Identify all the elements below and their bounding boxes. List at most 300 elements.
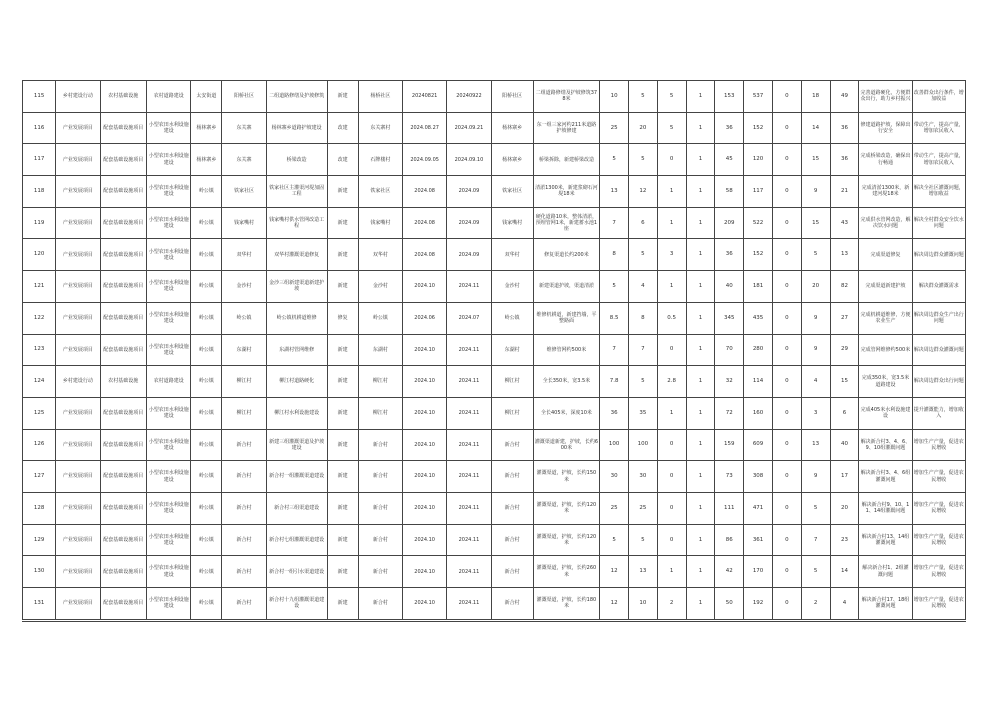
table-cell: 181 (744, 271, 773, 303)
table-row (23, 207, 966, 239)
table-cell: 0 (772, 112, 801, 144)
table-cell: 118 (23, 176, 56, 208)
table-cell: 117 (23, 144, 56, 176)
table-cell: 2024.06 (402, 302, 446, 334)
table-cell: 0 (772, 176, 801, 208)
table-cell: 岭公镇 (191, 429, 222, 461)
table-cell: 新建 (327, 556, 358, 588)
table-cell: 2 (801, 588, 830, 620)
table-cell: 柳江村 (358, 366, 402, 398)
table-cell: 0 (657, 144, 686, 176)
table-cell: 解决周边群众灌溉问题 (912, 334, 965, 366)
table-cell: 130 (23, 556, 56, 588)
table-cell: 280 (744, 334, 773, 366)
table-cell: 配套基础设施项目 (100, 492, 147, 524)
table-cell: 解决群众灌溉需求 (912, 271, 965, 303)
table-cell: 配套基础设施项目 (100, 112, 147, 144)
table-cell: 小型农田水利设施建设 (147, 461, 191, 493)
table-cell: 5 (628, 239, 657, 271)
table-cell: 解决全村群众安全饮水问题 (912, 207, 965, 239)
table-cell: 产业发展项目 (56, 302, 100, 334)
table-cell: 铁家社区 (491, 176, 533, 208)
table-cell: 7 (801, 524, 830, 556)
table-cell: 金沙村 (491, 271, 533, 303)
table-cell: 5 (628, 366, 657, 398)
table-cell: 45 (715, 144, 744, 176)
table-cell: 1 (657, 556, 686, 588)
table-cell: 杨林寨乡 (191, 144, 222, 176)
table-cell: 2024.09 (447, 176, 491, 208)
table-cell: 提升灌溉能力，增加收入 (912, 397, 965, 429)
table-cell: 36 (830, 144, 859, 176)
table-cell: 新合村三组渠道建设 (266, 492, 327, 524)
table-cell: 2024.08 (402, 239, 446, 271)
table-cell: 1 (657, 397, 686, 429)
table-cell: 新合村 (358, 588, 402, 620)
table-row (23, 334, 966, 366)
table-cell: 双华村灌溉渠道修复 (266, 239, 327, 271)
table-cell: 新合村 (491, 492, 533, 524)
table-cell: 岭公镇 (191, 271, 222, 303)
table-cell: 49 (830, 81, 859, 113)
table-cell: 小型农田水利设施建设 (147, 397, 191, 429)
table-cell: 127 (23, 461, 56, 493)
table-cell: 修复 (327, 302, 358, 334)
table-cell: 完成清淤1300米，新建河堤18米 (859, 176, 912, 208)
table-cell: 产业发展项目 (56, 271, 100, 303)
table-cell: 小型农田水利设施建设 (147, 556, 191, 588)
table-cell: 27 (830, 302, 859, 334)
table-cell: 东湖村 (222, 334, 266, 366)
table-cell: 361 (744, 524, 773, 556)
table-cell: 小型农田水利设施建设 (147, 334, 191, 366)
table-cell: 129 (23, 524, 56, 556)
table-cell: 乡村建设行动 (56, 366, 100, 398)
table-cell: 5 (801, 239, 830, 271)
table-cell: 123 (23, 334, 56, 366)
table-cell: 灌溉渠道，护坡，长约150米 (533, 461, 599, 493)
table-cell: 5 (628, 144, 657, 176)
table-cell: 柳江村道路硬化 (266, 366, 327, 398)
table-cell: 0 (657, 334, 686, 366)
table-cell: 增加生产产量，促进农民增收 (912, 461, 965, 493)
table-cell: 522 (744, 207, 773, 239)
table-cell: 8 (600, 239, 629, 271)
table-cell: 小型农田水利设施建设 (147, 429, 191, 461)
table-cell: 0 (772, 524, 801, 556)
project-table (22, 80, 966, 620)
table-cell: 122 (23, 302, 56, 334)
table-cell: 2024.10 (402, 334, 446, 366)
table-cell: 产业发展项目 (56, 397, 100, 429)
table-cell: 配套基础设施项目 (100, 429, 147, 461)
table-cell: 配套基础设施项目 (100, 176, 147, 208)
table-cell: 产业发展项目 (56, 524, 100, 556)
table-cell: 2024.09 (447, 207, 491, 239)
table-cell: 完成405米水利设施建设 (859, 397, 912, 429)
table-cell: 7 (628, 334, 657, 366)
table-cell: 钱家嘴村 (222, 207, 266, 239)
table-cell: 二组道路修缮及护坡修筑378米 (533, 81, 599, 113)
table-cell: 5 (628, 524, 657, 556)
table-cell: 153 (715, 81, 744, 113)
table-cell: 192 (744, 588, 773, 620)
table-cell: 增加生产产量，促进农民增收 (912, 429, 965, 461)
table-cell: 新合村 (358, 556, 402, 588)
table-cell: 小型农田水利设施建设 (147, 207, 191, 239)
table-cell: 14 (801, 112, 830, 144)
table-cell: 9 (801, 176, 830, 208)
table-cell: 32 (715, 366, 744, 398)
table-cell: 铁家社区 (358, 176, 402, 208)
table-cell: 岭公镇 (358, 302, 402, 334)
table-cell: 1 (686, 207, 715, 239)
table-cell: 17 (830, 461, 859, 493)
table-cell: 2024.08.27 (402, 112, 446, 144)
table-cell: 产业发展项目 (56, 112, 100, 144)
table-cell: 40 (715, 271, 744, 303)
table-cell: 12 (600, 588, 629, 620)
table-cell: 改建 (327, 112, 358, 144)
table-cell: 阳桥社区 (222, 81, 266, 113)
table-cell: 9 (801, 461, 830, 493)
table-cell: 70 (715, 334, 744, 366)
table-cell: 岭公镇 (191, 239, 222, 271)
table-cell: 435 (744, 302, 773, 334)
table-cell: 配套基础设施项目 (100, 461, 147, 493)
table-cell: 5 (801, 492, 830, 524)
table-cell: 修复渠道长约200米 (533, 239, 599, 271)
table-cell: 配套基础设施项目 (100, 207, 147, 239)
table-cell: 5 (600, 271, 629, 303)
table-cell: 160 (744, 397, 773, 429)
table-cell: 钱家嘴村供水管网改造工程 (266, 207, 327, 239)
table-cell: 金沙村 (222, 271, 266, 303)
table-cell: 0 (772, 588, 801, 620)
table-cell: 152 (744, 239, 773, 271)
table-cell: 2024.09.10 (447, 144, 491, 176)
table-row (23, 588, 966, 620)
table-cell: 解决新合村1、2组灌溉问题 (859, 556, 912, 588)
table-cell: 2024.09.05 (402, 144, 446, 176)
table-cell: 新建 (327, 492, 358, 524)
table-cell: 0 (772, 397, 801, 429)
table-cell: 5 (628, 81, 657, 113)
table-cell: 29 (830, 334, 859, 366)
table-cell: 86 (715, 524, 744, 556)
table-cell: 1 (657, 207, 686, 239)
table-cell: 12 (600, 556, 629, 588)
table-cell: 增加生产产量，促进农民增收 (912, 492, 965, 524)
table-cell: 30 (600, 461, 629, 493)
table-cell: 121 (23, 271, 56, 303)
table-cell: 20240922 (447, 81, 491, 113)
table-cell: 杨林寨乡 (191, 112, 222, 144)
table-cell: 新合村 (358, 429, 402, 461)
table-cell: 7 (600, 334, 629, 366)
table-cell: 2024.07 (447, 302, 491, 334)
table-cell: 新合村 (222, 429, 266, 461)
table-cell: 72 (715, 397, 744, 429)
table-cell: 维修机耕道，新建挡墙，平整路面 (533, 302, 599, 334)
table-cell: 岭公镇 (191, 397, 222, 429)
table-cell: 清淤1300米，新建浆砌石河堤18米 (533, 176, 599, 208)
table-cell: 杨林寨乡 (491, 144, 533, 176)
table-cell: 159 (715, 429, 744, 461)
table-cell: 43 (830, 207, 859, 239)
table-cell: 5 (600, 144, 629, 176)
table-cell: 双华村 (491, 239, 533, 271)
table-cell: 209 (715, 207, 744, 239)
table-cell: 增加生产产量，促进农民增收 (912, 588, 965, 620)
table-cell: 2024.11 (447, 492, 491, 524)
table-cell: 产业发展项目 (56, 429, 100, 461)
table-cell: 东关寨 (222, 144, 266, 176)
table-cell: 10 (628, 588, 657, 620)
table-cell: 152 (744, 112, 773, 144)
table-cell: 小型农田水利设施建设 (147, 271, 191, 303)
table-cell: 产业发展项目 (56, 492, 100, 524)
table-cell: 配套基础设施项目 (100, 334, 147, 366)
table-cell: 0 (657, 492, 686, 524)
table-cell: 2024.10 (402, 271, 446, 303)
table-cell: 农村道路建设 (147, 366, 191, 398)
table-cell: 解决新合村13、14组灌溉问题 (859, 524, 912, 556)
table-cell: 解决周边群众出行问题 (912, 366, 965, 398)
table-cell: 新合村 (222, 588, 266, 620)
table-cell: 配套基础设施项目 (100, 524, 147, 556)
table-cell: 灌溉渠道，护坡，长约260米 (533, 556, 599, 588)
table-cell: 308 (744, 461, 773, 493)
table-cell: 20 (830, 492, 859, 524)
table-cell: 6 (830, 397, 859, 429)
table-row (23, 271, 966, 303)
table-cell: 新建 (327, 334, 358, 366)
table-row (23, 492, 966, 524)
table-cell: 13 (801, 429, 830, 461)
table-cell: 5 (657, 112, 686, 144)
table-cell: 3 (657, 239, 686, 271)
table-cell: 1 (686, 302, 715, 334)
table-cell: 0.5 (657, 302, 686, 334)
table-cell: 配套基础设施项目 (100, 588, 147, 620)
table-cell: 2024.10 (402, 429, 446, 461)
table-cell: 产业发展项目 (56, 176, 100, 208)
table-cell: 杨林寨乡 (491, 112, 533, 144)
table-cell: 杨桥社区 (358, 81, 402, 113)
table-cell: 2024.09 (447, 239, 491, 271)
table-cell: 产业发展项目 (56, 556, 100, 588)
table-cell: 小型农田水利设施建设 (147, 144, 191, 176)
table-row (23, 302, 966, 334)
table-cell: 新合村一组灌溉渠道建设 (266, 461, 327, 493)
table-cell: 1 (686, 144, 715, 176)
table-cell: 126 (23, 429, 56, 461)
table-cell: 15 (801, 207, 830, 239)
table-cell: 117 (744, 176, 773, 208)
table-cell: 新合村 (491, 524, 533, 556)
table-cell: 2024.11 (447, 524, 491, 556)
table-cell: 0 (772, 492, 801, 524)
table-cell: 解决全社区灌溉问题，增加收益 (912, 176, 965, 208)
table-cell: 增加生产产量，促进农民增收 (912, 556, 965, 588)
table-cell: 4 (830, 588, 859, 620)
table-row (23, 461, 966, 493)
table-cell: 新建 (327, 81, 358, 113)
table-cell: 4 (628, 271, 657, 303)
table-cell: 25 (600, 492, 629, 524)
table-cell: 二组道路修缮及护坡修筑 (266, 81, 327, 113)
table-cell: 新建 (327, 207, 358, 239)
table-cell: 完成渠道新建护坡 (859, 271, 912, 303)
table-cell: 5 (600, 524, 629, 556)
table-cell: 1 (686, 461, 715, 493)
table-row (23, 397, 966, 429)
table-cell: 完成机耕道维修，方便农业生产 (859, 302, 912, 334)
table-cell: 0 (772, 366, 801, 398)
table-cell: 灌溉渠道，护坡，长约120米 (533, 524, 599, 556)
table-cell: 岭公镇 (191, 302, 222, 334)
table-cell: 桥梁拆除，新建桥梁改造 (533, 144, 599, 176)
table-cell: 36 (715, 112, 744, 144)
table-cell: 新合村十九组灌溉渠道建设 (266, 588, 327, 620)
table-cell: 岭公镇 (191, 588, 222, 620)
table-cell: 配套基础设施项目 (100, 239, 147, 271)
table-cell: 钱家嘴村 (358, 207, 402, 239)
table-cell: 柳江村 (222, 397, 266, 429)
table-cell: 改建 (327, 144, 358, 176)
table-cell: 新合村 (358, 524, 402, 556)
table-cell: 双华村 (358, 239, 402, 271)
project-table-sheet (22, 80, 966, 620)
table-cell: 配套基础设施项目 (100, 302, 147, 334)
table-cell: 带动生产，提高产量，增加农民收入 (912, 112, 965, 144)
table-cell: 新合村 (358, 492, 402, 524)
table-cell: 100 (628, 429, 657, 461)
table-cell: 4 (801, 366, 830, 398)
table-cell: 产业发展项目 (56, 207, 100, 239)
table-cell: 岭公镇机耕道维修 (266, 302, 327, 334)
table-cell: 21 (830, 176, 859, 208)
table-cell: 1 (686, 397, 715, 429)
table-cell: 1 (686, 492, 715, 524)
table-cell: 硬化道路10米，整体清淤，预埋管网1米，新建蓄水池1座 (533, 207, 599, 239)
table-cell: 太安街道 (191, 81, 222, 113)
table-cell: 10 (600, 81, 629, 113)
page-rule (22, 621, 966, 622)
table-cell: 东湖村 (491, 334, 533, 366)
table-cell: 1 (686, 81, 715, 113)
table-cell: 小型农田水利设施建设 (147, 492, 191, 524)
table-cell: 灌溉渠道新建，护坡，长约600米 (533, 429, 599, 461)
table-cell: 111 (715, 492, 744, 524)
table-cell: 东湖村管网维修 (266, 334, 327, 366)
table-cell: 1 (686, 556, 715, 588)
table-cell: 新合村 (222, 492, 266, 524)
table-cell: 农村道路建设 (147, 81, 191, 113)
table-cell: 新建 (327, 397, 358, 429)
table-cell: 新合村 (491, 461, 533, 493)
table-cell: 120 (23, 239, 56, 271)
table-cell: 解决周边群众灌溉问题 (912, 239, 965, 271)
table-row (23, 239, 966, 271)
table-cell: 115 (23, 81, 56, 113)
table-cell: 全长405米，深度10米 (533, 397, 599, 429)
table-cell: 小型农田水利设施建设 (147, 176, 191, 208)
table-cell: 0 (772, 239, 801, 271)
table-cell: 42 (715, 556, 744, 588)
table-cell: 20 (801, 271, 830, 303)
table-cell: 9 (801, 302, 830, 334)
table-cell: 解决新合村9、10、11、14组灌溉问题 (859, 492, 912, 524)
table-cell: 新建 (327, 588, 358, 620)
table-cell: 2024.11 (447, 556, 491, 588)
table-cell: 170 (744, 556, 773, 588)
table-cell: 农村基础设施 (100, 81, 147, 113)
table-cell: 东关寨 (222, 112, 266, 144)
table-cell: 35 (628, 397, 657, 429)
table-cell: 柳江村 (222, 366, 266, 398)
table-cell: 6 (628, 207, 657, 239)
table-cell: 解决新合村3、4、6组灌溉问题 (859, 461, 912, 493)
table-cell: 5 (657, 81, 686, 113)
table-cell: 岭公镇 (191, 492, 222, 524)
table-cell: 2024.10 (402, 492, 446, 524)
table-cell: 岭公镇 (191, 366, 222, 398)
table-cell: 36 (830, 112, 859, 144)
table-row (23, 556, 966, 588)
table-cell: 新合村 (222, 461, 266, 493)
table-cell: 完成供水管网改造，解决饮水问题 (859, 207, 912, 239)
table-cell: 新建 (327, 239, 358, 271)
table-cell: 2024.10 (402, 524, 446, 556)
table-cell: 解决周边群众生产出行问题 (912, 302, 965, 334)
table-cell: 14 (830, 556, 859, 588)
table-cell: 桥梁改造 (266, 144, 327, 176)
table-cell: 124 (23, 366, 56, 398)
table-cell: 2024.11 (447, 366, 491, 398)
table-cell: 改善群众出行条件，增加收益 (912, 81, 965, 113)
table-cell: 石牌楼村 (358, 144, 402, 176)
table-cell: 新合村 (222, 524, 266, 556)
table-cell: 1 (686, 176, 715, 208)
table-cell: 东关寨村 (358, 112, 402, 144)
table-cell: 0 (772, 429, 801, 461)
table-cell: 2024.10 (402, 366, 446, 398)
table-cell: 2024.11 (447, 429, 491, 461)
table-cell: 金沙村 (358, 271, 402, 303)
table-cell: 2024.11 (447, 461, 491, 493)
table-cell: 解决新合村17、18组灌溉问题 (859, 588, 912, 620)
table-cell: 30 (628, 461, 657, 493)
table-cell: 2024.10 (402, 461, 446, 493)
table-cell: 116 (23, 112, 56, 144)
table-cell: 0 (657, 429, 686, 461)
table-cell: 新建渠道护坡，渠道清淤 (533, 271, 599, 303)
table-cell: 36 (715, 239, 744, 271)
table-cell: 灌溉渠道，护坡，长约120米 (533, 492, 599, 524)
table-cell: 增加生产产量，促进农民增收 (912, 524, 965, 556)
table-cell: 20 (628, 112, 657, 144)
table-cell: 柳江村水利设施建设 (266, 397, 327, 429)
table-cell: 0 (772, 144, 801, 176)
table-cell: 119 (23, 207, 56, 239)
table-cell: 双华村 (222, 239, 266, 271)
table-cell: 岭公镇 (191, 556, 222, 588)
table-cell: 新建 (327, 176, 358, 208)
table-cell: 2024.08 (402, 207, 446, 239)
table-cell: 58 (715, 176, 744, 208)
